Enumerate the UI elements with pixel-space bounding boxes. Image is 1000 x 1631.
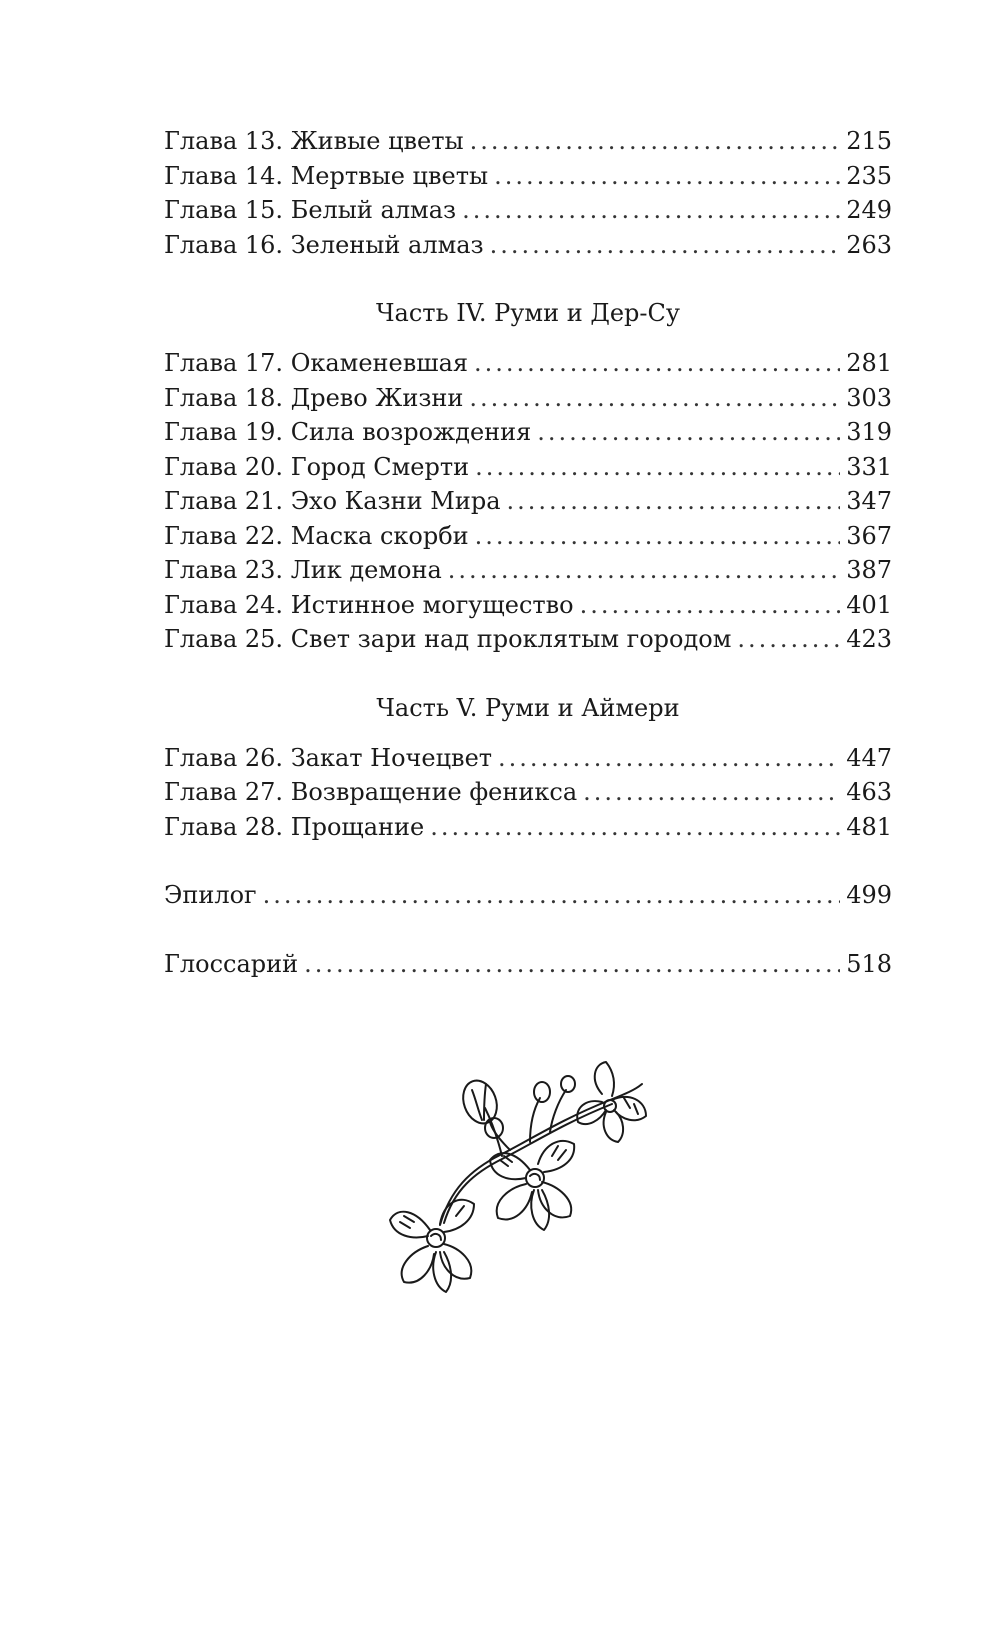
toc-entry-chapter-20[interactable] [164,450,892,485]
toc-entry-chapter-16[interactable] [164,228,892,263]
toc-entry-chapter-14[interactable] [164,159,892,194]
entry-page-number: 481 [846,812,892,841]
entry-page-number: 518 [846,949,892,978]
toc-group-part-v [164,691,892,845]
dot-leader [737,622,840,657]
entry-title: Глава 14. Мертвые цветы [164,161,489,190]
entry-page-number: 319 [846,418,892,446]
dot-leader [583,775,840,810]
entry-title: Глава 18. Древо Жизни [164,383,464,412]
toc-entry-chapter-27[interactable] [164,775,892,810]
dot-leader [462,193,840,228]
toc-group-part-iii-continued [164,124,892,262]
entry-page-number: 387 [846,556,892,584]
entry-page-number: 499 [846,881,892,909]
part-heading[interactable]: Часть IV. Руми и Дер-Су [375,299,680,327]
part-heading[interactable]: Часть V. Руми и Аймери [376,693,680,722]
entry-page-number: 367 [846,521,892,550]
entry-page-number: 235 [846,161,892,190]
orchid-branch-illustration-icon [380,1060,680,1300]
dot-leader [469,381,840,416]
dot-leader [304,947,840,982]
entry-title: Глава 22. Маска скорби [164,521,469,550]
dot-leader [490,228,841,263]
entry-page-number: 249 [846,196,892,224]
dot-leader [507,484,841,519]
dot-leader [498,741,840,776]
entry-title: Глава 13. Живые цветы [164,127,464,155]
entry-page-number: 447 [846,743,892,772]
dot-leader [474,346,840,381]
entry-title: Глава 21. Эхо Казни Мира [164,487,501,515]
entry-page-number: 215 [846,127,892,155]
dot-leader [430,810,840,845]
toc-entry-chapter-25[interactable] [164,622,892,657]
dot-leader [263,878,841,913]
toc-entry-glossary[interactable] [164,947,892,982]
toc-group-part-iv [164,296,892,657]
toc-entry-chapter-24[interactable] [164,588,892,623]
toc-entry-chapter-15[interactable] [164,193,892,228]
toc-entry-chapter-19[interactable] [164,415,892,450]
entry-title: Глава 23. Лик демона [164,556,442,584]
toc-entry-chapter-22[interactable] [164,519,892,554]
toc-entry-chapter-23[interactable] [164,553,892,588]
entry-page-number: 347 [846,487,892,515]
entry-title: Глава 20. Город Смерти [164,452,470,481]
dot-leader [475,519,841,554]
dot-leader [475,450,840,485]
toc-entry-chapter-13[interactable] [164,124,892,159]
entry-page-number: 331 [846,452,892,481]
toc-entry-epilogue[interactable] [164,878,892,913]
toc-entry-chapter-26[interactable] [164,741,892,776]
toc-entry-chapter-17[interactable] [164,346,892,381]
entry-page-number: 463 [846,778,892,806]
entry-title: Глава 24. Истинное могущество [164,590,574,619]
entry-title: Глава 15. Белый алмаз [164,196,457,224]
entry-title: Глава 26. Закат Ночецвет [164,743,493,772]
toc-entry-chapter-21[interactable] [164,484,892,519]
entry-page-number: 401 [846,590,892,619]
toc-entry-chapter-18[interactable] [164,381,892,416]
toc-entry-chapter-28[interactable] [164,810,892,845]
entry-page-number: 281 [846,349,892,377]
entry-page-number: 263 [846,230,892,259]
dot-leader [537,415,840,450]
dot-leader [580,588,841,623]
table-of-contents [164,124,892,981]
entry-title: Глава 27. Возвращение феникса [164,778,578,806]
entry-title: Глава 16. Зеленый алмаз [164,230,484,259]
entry-title: Глава 17. Окаменевшая [164,349,469,377]
entry-title: Глоссарий [164,949,299,978]
dot-leader [448,553,840,588]
entry-page-number: 423 [846,625,892,653]
entry-title: Глава 25. Свет зари над проклятым городом [164,625,732,653]
entry-title: Эпилог [164,881,257,909]
dot-leader [470,124,841,159]
entry-title: Глава 28. Прощание [164,812,425,841]
entry-page-number: 303 [846,383,892,412]
entry-title: Глава 19. Сила возрождения [164,418,532,446]
dot-leader [494,159,840,194]
